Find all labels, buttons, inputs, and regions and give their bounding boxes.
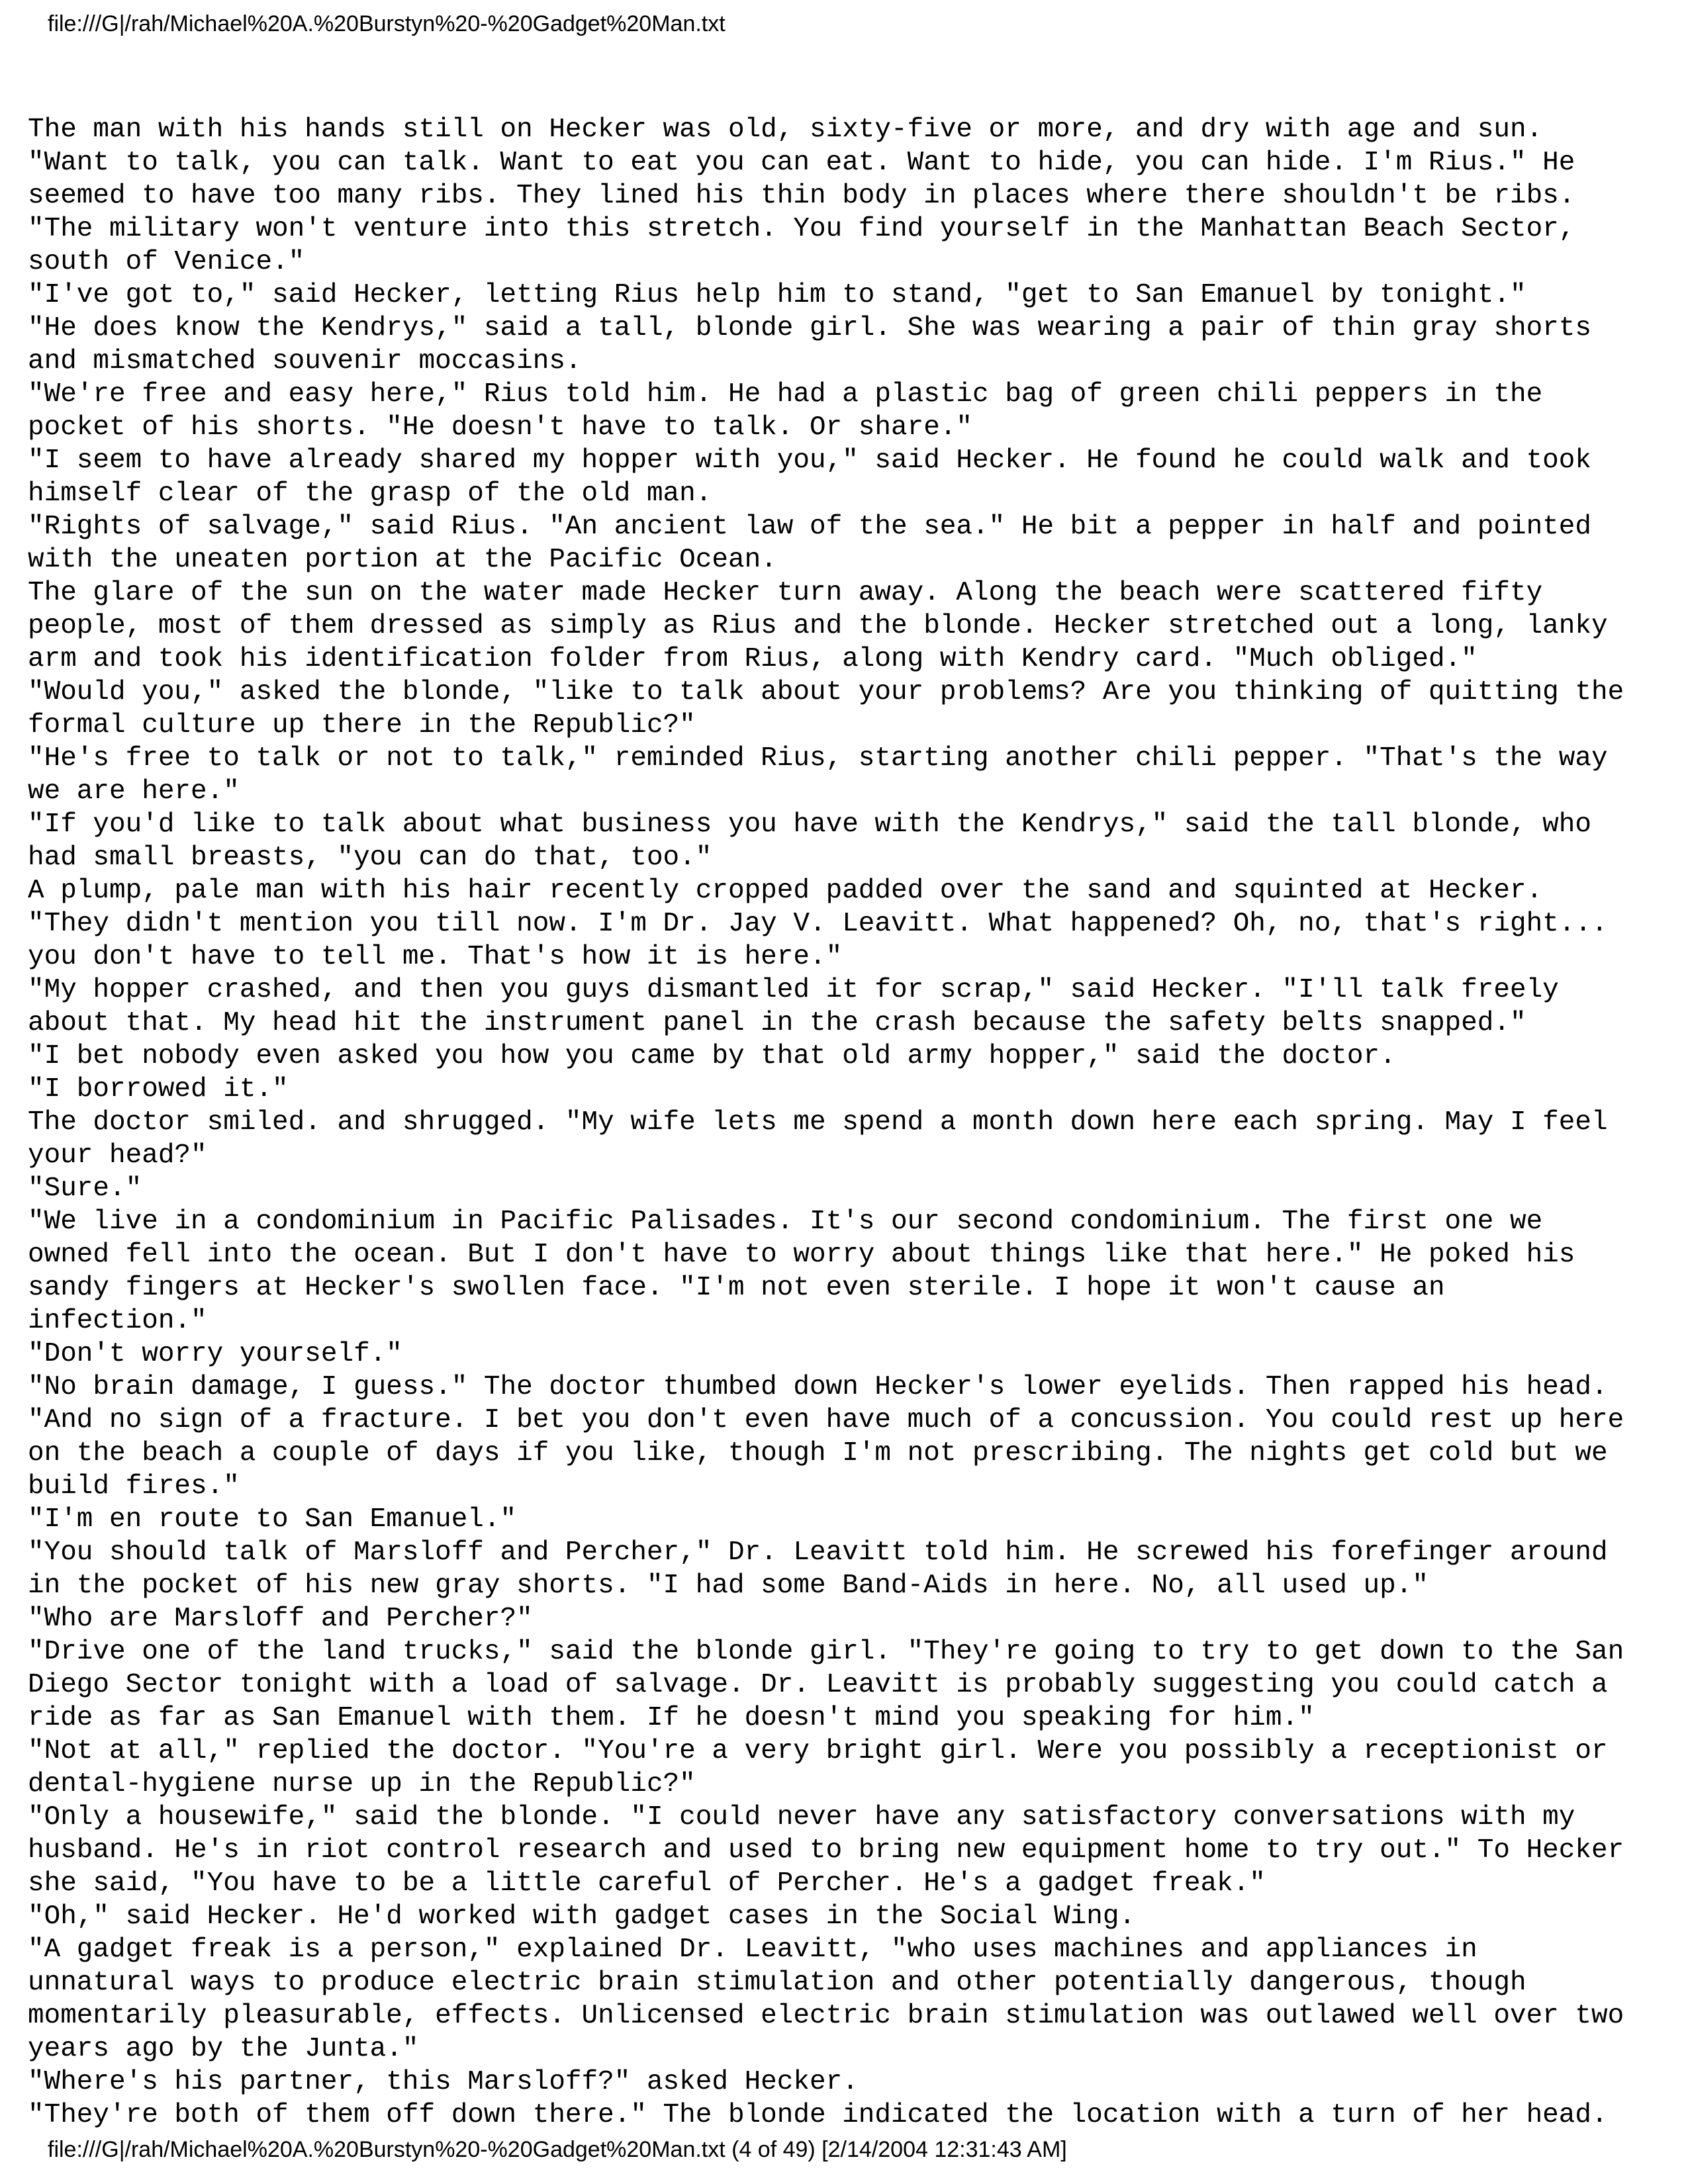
text-line: "A gadget freak is a person," explained Dr. Leavitt, "who uses machines and appliances in bbox=[28, 1934, 1477, 1965]
text-line: "Only a housewife," said the blonde. "I could never have any satisfactory conversations with my bbox=[28, 1802, 1575, 1833]
text-line: owned fell into the ocean. But I don't have to worry about things like that here." He poked his bbox=[28, 1240, 1575, 1270]
text-line: seemed to have too many ribs. They lined his thin body in places where there shouldn't be ribs. bbox=[28, 181, 1575, 211]
text-line: "I bet nobody even asked you how you came by that old army hopper," said the doctor. bbox=[28, 1041, 1396, 1071]
text-line: on the beach a couple of days if you like, though I'm not prescribing. The nights get cold but we bbox=[28, 1438, 1608, 1469]
text-line: in the pocket of his new gray shorts. "I had some Band-Aids in here. No, all used up." bbox=[28, 1570, 1429, 1601]
text-line: about that. My head hit the instrument panel in the crash because the safety belts snapped." bbox=[28, 1008, 1526, 1038]
text-line: you don't have to tell me. That's how it is here." bbox=[28, 942, 843, 972]
header-file-path: file:///G|/rah/Michael%20A.%20Burstyn%20-%20Gadget%20Man.txt bbox=[48, 11, 726, 36]
text-line: momentarily pleasurable, effects. Unlicensed electric brain stimulation was outlawed well over two bbox=[28, 2001, 1624, 2031]
text-line: we are here." bbox=[28, 776, 240, 807]
text-line: build fires." bbox=[28, 1471, 240, 1502]
text-line: husband. He's in riot control research and used to bring new equipment home to try out." To Hecker bbox=[28, 1835, 1624, 1866]
text-line: "No brain damage, I guess." The doctor thumbed down Hecker's lower eyelids. Then rapped his head. bbox=[28, 1372, 1608, 1402]
text-line: himself clear of the grasp of the old man. bbox=[28, 478, 712, 509]
text-line: dental-hygiene nurse up in the Republic?" bbox=[28, 1769, 696, 1799]
text-line: "I've got to," said Hecker, letting Rius help him to stand, "get to San Emanuel by tonight." bbox=[28, 280, 1526, 310]
text-line: "Where's his partner, this Marsloff?" asked Hecker. bbox=[28, 2067, 859, 2097]
text-line: "Want to talk, you can talk. Want to eat you can eat. Want to hide, you can hide. I'm Rius." He bbox=[28, 148, 1575, 178]
text-line: "Drive one of the land trucks," said the blonde girl. "They're going to try to get down to the San bbox=[28, 1637, 1624, 1667]
text-line: The man with his hands still on Hecker was old, sixty-five or more, and dry with age and sun. bbox=[28, 114, 1543, 145]
text-line: "Don't worry yourself." bbox=[28, 1339, 402, 1369]
document-text-body bbox=[28, 113, 1669, 2132]
text-line: and mismatched souvenir moccasins. bbox=[28, 346, 582, 377]
text-line: "I'm en route to San Emanuel." bbox=[28, 1504, 517, 1535]
text-line: infection." bbox=[28, 1306, 207, 1336]
footer-file-path-page-info: file:///G|/rah/Michael%20A.%20Burstyn%20-%20Gadget%20Man.txt (4 of 49) [2/14/2004 12:31:43 AM] bbox=[48, 2137, 1067, 2162]
text-line: Diego Sector tonight with a load of salvage. Dr. Leavitt is probably suggesting you could catch a bbox=[28, 1670, 1608, 1700]
text-line: unnatural ways to produce electric brain stimulation and other potentially dangerous, though bbox=[28, 1968, 1526, 1998]
text-line: formal culture up there in the Republic?" bbox=[28, 710, 696, 741]
text-line: your head?" bbox=[28, 1140, 207, 1171]
text-line: "He does know the Kendrys," said a tall, blonde girl. She was wearing a pair of thin gray shorts bbox=[28, 313, 1591, 343]
text-line: "You should talk of Marsloff and Percher," Dr. Leavitt told him. He screwed his forefinger around bbox=[28, 1537, 1608, 1568]
text-line: sandy fingers at Hecker's swollen face. "I'm not even sterile. I hope it won't cause an bbox=[28, 1273, 1445, 1303]
text-line: "And no sign of a fracture. I bet you don't even have much of a concussion. You could rest up here bbox=[28, 1405, 1624, 1435]
text-line: years ago by the Junta." bbox=[28, 2034, 419, 2064]
text-line: "Would you," asked the blonde, "like to talk about your problems? Are you thinking of quitting the bbox=[28, 677, 1624, 707]
text-line: A plump, pale man with his hair recently cropped padded over the sand and squinted at Hecker. bbox=[28, 876, 1543, 906]
text-line: with the uneaten portion at the Pacific Ocean. bbox=[28, 545, 777, 575]
text-line: "They didn't mention you till now. I'm Dr. Jay V. Leavitt. What happened? Oh, no, that's right... bbox=[28, 909, 1608, 939]
text-line: "My hopper crashed, and then you guys dismantled it for scrap," said Hecker. "I'll talk freely bbox=[28, 975, 1559, 1005]
text-line: The glare of the sun on the water made Hecker turn away. Along the beach were scattered fifty bbox=[28, 578, 1543, 608]
text-line: arm and took his identification folder from Rius, along with Kendry card. "Much obliged." bbox=[28, 644, 1477, 674]
text-line: "Who are Marsloff and Percher?" bbox=[28, 1604, 533, 1634]
text-line: "Oh," said Hecker. He'd worked with gadget cases in the Social Wing. bbox=[28, 1901, 1136, 1932]
text-line: "Sure." bbox=[28, 1173, 142, 1204]
text-line: "Not at all," replied the doctor. "You're a very bright girl. Were you possibly a receptionist or bbox=[28, 1736, 1608, 1766]
text-line: The doctor smiled. and shrugged. "My wife lets me spend a month down here each spring. May I feel bbox=[28, 1107, 1608, 1138]
text-line: "I borrowed it." bbox=[28, 1074, 289, 1105]
text-line: "Rights of salvage," said Rius. "An ancient law of the sea." He bit a pepper in half and pointed bbox=[28, 512, 1591, 542]
text-line: "He's free to talk or not to talk," reminded Rius, starting another chili pepper. "That's the way bbox=[28, 743, 1608, 774]
text-line: "We live in a condominium in Pacific Palisades. It's our second condominium. The first one we bbox=[28, 1206, 1543, 1237]
text-line: pocket of his shorts. "He doesn't have to talk. Or share." bbox=[28, 412, 973, 443]
text-line: had small breasts, "you can do that, too." bbox=[28, 842, 712, 873]
text-line: "They're both of them off down there." The blonde indicated the location with a turn of her head. bbox=[28, 2100, 1608, 2130]
text-line: ride as far as San Emanuel with them. If he doesn't mind you speaking for him." bbox=[28, 1703, 1315, 1733]
text-line: "We're free and easy here," Rius told him. He had a plastic bag of green chili peppers in the bbox=[28, 379, 1543, 410]
text-line: people, most of them dressed as simply as Rius and the blonde. Hecker stretched out a long, lanky bbox=[28, 611, 1608, 641]
text-line: "The military won't venture into this stretch. You find yourself in the Manhattan Beach Sector, bbox=[28, 214, 1575, 244]
text-line: "I seem to have already shared my hopper with you," said Hecker. He found he could walk and took bbox=[28, 445, 1591, 476]
text-line: "If you'd like to talk about what business you have with the Kendrys," said the tall blonde, who bbox=[28, 809, 1591, 840]
text-line: south of Venice." bbox=[28, 247, 305, 277]
text-line: she said, "You have to be a little careful of Percher. He's a gadget freak." bbox=[28, 1868, 1266, 1899]
